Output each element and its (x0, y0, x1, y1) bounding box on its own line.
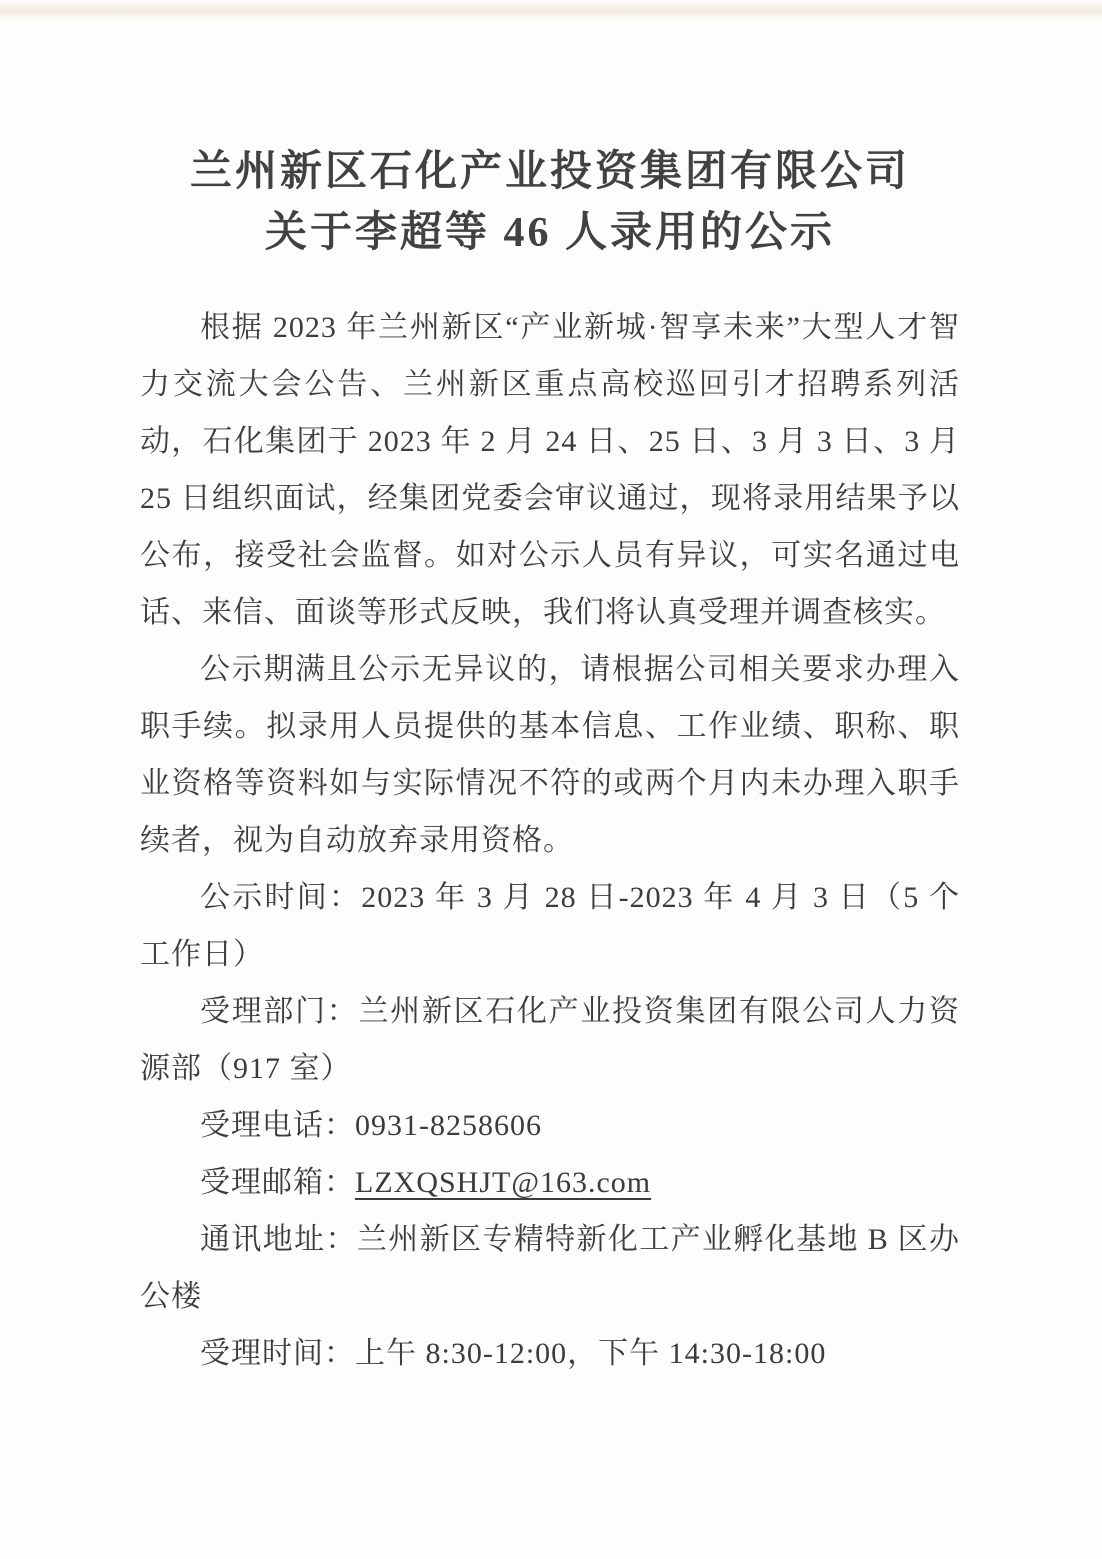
title-line-2: 关于李超等 46 人录用的公示 (264, 210, 835, 256)
phone-value: 0931-8258606 (355, 1109, 542, 1142)
detail-email (140, 1154, 960, 1211)
department-label: 受理部门： (200, 995, 359, 1028)
address-value: 兰州新区专精特新化工产业孵化基地 B 区办公楼 (140, 1223, 960, 1313)
email-label: 受理邮箱： (200, 1166, 355, 1199)
address-label: 通讯地址： (200, 1223, 357, 1256)
hours-value: 上午 8:30-12:00，下午 14:30-18:00 (355, 1337, 827, 1370)
detail-publicity-period (140, 869, 960, 983)
phone-label: 受理电话： (200, 1109, 355, 1142)
title-line-1: 兰州新区石化产业投资集团有限公司 (189, 149, 910, 195)
document-title (140, 142, 960, 264)
detail-department (140, 983, 960, 1097)
paragraph-intro: 根据 2023 年兰州新区“产业新城·智享未来”大型人才智力交流大会公告、兰州新区重点高校巡回引才招聘系列活动，石化集团于 2023 年 2 月 24 日、25 日、3 月 3 日、3 月 25 日组织面试，经集团党委会审议通过，现将录用结果予以公布，接受社会监督。如对公示人员有异议，可实名通过电话、来信、面谈等形式反映，我们将认真受理并调查核实。 (140, 311, 960, 629)
department-value: 兰州新区石化产业投资集团有限公司人力资源部（917 室） (140, 995, 961, 1085)
email-link[interactable]: LZXQSHJT@163.com (355, 1166, 652, 1199)
detail-address (140, 1211, 960, 1325)
publicity-period-value: 2023 年 3 月 28 日-2023 年 4 月 3 日（5 个工作日） (140, 881, 960, 971)
detail-hours (140, 1325, 960, 1382)
publicity-period-label: 公示时间： (200, 881, 362, 914)
hours-label: 受理时间： (200, 1337, 355, 1370)
detail-phone (140, 1097, 960, 1154)
paragraph-procedure: 公示期满且公示无异议的，请根据公司相关要求办理入职手续。拟录用人员提供的基本信息、工作业绩、职称、职业资格等资料如与实际情况不符的或两个月内未办理入职手续者，视为自动放弃录用资格。 (140, 653, 960, 857)
document-body (140, 299, 960, 1382)
